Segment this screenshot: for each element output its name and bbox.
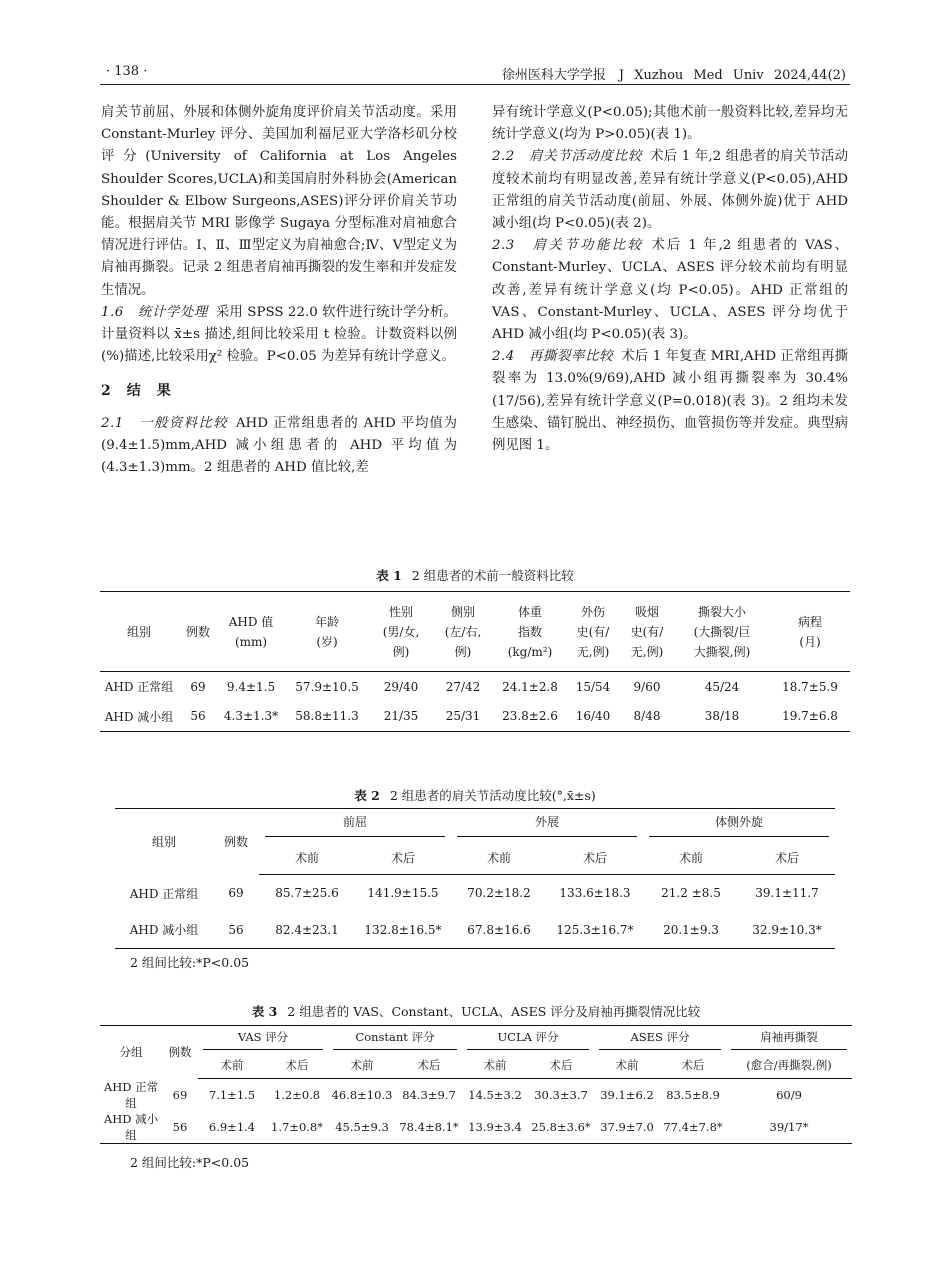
table3-cell: 83.5±8.9 [666,1087,720,1102]
table3 [100,1025,852,1144]
table2-cell: 67.8±16.6 [467,922,531,937]
table3-cell: AHD 减小组 [103,1111,159,1142]
table3-cell: 78.4±8.1* [399,1119,459,1134]
table1-header-row [100,592,850,672]
table1-cell: 23.8±2.6 [502,709,558,724]
table2-cell: AHD 正常组 [129,886,199,901]
table2 [115,808,835,949]
paragraph-retear-body: 术后 1 年复查 MRI,AHD 正常组再撕裂率为 13.0%(9/69),AHD 减小组再撕裂率为 30.4%(17/56),差异有统计学意义(P=0.018)(表 3)。2 组均未发生感染、锚钉脱出、神经损伤、血管损伤等并发症。典型病例见图 1。 [492,349,849,454]
table1-cell: 57.9±10.5 [295,679,359,694]
table2-caption-text: 2 组患者的肩关节活动度比较(°,x̄±s) [389,788,596,803]
table3-caption [100,1002,852,1020]
paragraph-general-data-body: AHD 正常组患者的 AHD 平均值为(9.4±1.5)mm,AHD 减小组患者的 AHD 平均值为(4.3±1.3)mm。2 组患者的 AHD 值比较,差 [101,415,458,476]
paragraph-function [492,235,848,346]
table3-cell: 7.1±1.5 [208,1087,256,1102]
table1-cell: 69 [190,679,206,694]
table2-cell: 141.9±15.5 [367,886,439,901]
running-header [100,62,850,85]
table2-sub-header: 术前 [643,842,739,875]
table3-sub-header: 术后 [528,1053,594,1079]
table1-cell: 58.8±11.3 [295,709,359,724]
table3-cell: 39/17* [769,1119,809,1134]
table2-cell: 69 [228,886,244,900]
subheading-rom: 2.2 肩关节活动度比较 [492,149,643,165]
paragraph-rom [492,146,848,235]
table1-cell: 16/40 [575,709,611,724]
table2-caption-number: 表 2 [354,788,380,803]
table3-cell: 1.7±0.8* [271,1119,323,1134]
section-title-results: 2 结 果 [101,383,172,400]
table3-caption-number: 表 3 [251,1004,278,1019]
table3-sub-header: 术前 [328,1053,396,1079]
table1-header-cell: 吸烟 史(有/ 无,例) [620,592,674,672]
paragraph-statistics [101,302,457,369]
paragraph-statistics-body: 采用 SPSS 22.0 软件进行统计学分析。计量资料以 x̄±s 描述,组间比较采用 t 检验。计数资料以例(%)描述,比较采用χ² 检验。P<0.05 为差异有统计学意义。 [101,304,457,365]
table3-cell: 39.1±6.2 [600,1087,654,1102]
table3-cell: 25.8±3.6* [531,1119,591,1134]
table2-cell: 21.2 ±8.5 [661,886,721,901]
table3-cell: AHD 正常组 [103,1079,159,1110]
table2-cell: 56 [228,922,244,937]
table2-cell: 125.3±16.7* [556,922,634,937]
table2-header-row [115,809,835,842]
table3-header-row [100,1026,852,1053]
table2-sub-header: 术前 [259,842,355,875]
table3-note: 2 组间比较:*P<0.05 [130,1155,250,1170]
table2-cell: 85.7±25.6 [275,886,339,901]
table3-cell: 60/9 [776,1087,802,1102]
table2-cell: 82.4±23.1 [275,922,339,937]
table3-cell: 84.3±9.7 [402,1087,456,1102]
table2-metric-label: 外展 [457,813,637,837]
table3-metric-header [594,1026,726,1053]
table1-cell: 25/31 [445,709,481,724]
table2-sub-header: 术后 [355,842,451,875]
table3-metric-label: ASES 评分 [599,1029,721,1050]
paragraph-methods-eval: 肩关节前屈、外展和体侧外旋角度评价肩关节活动度。采用 Constant-Murley 评分、美国加利福尼亚大学洛杉矶分校评分(University of California at Los Angeles Shoulder Scores,UCLA)和美国肩肘外科协会(American Shoulder & Elbow Surgeons,ASES)评分评价肩关节功能。根据肩关节 MRI 影像学 Sugaya 分型标准对肩袖愈合情况进行评估。Ⅰ、Ⅱ、Ⅲ型定义为肩袖愈合;Ⅳ、Ⅴ型定义为肩袖再撕裂。记录 2 组患者肩袖再撕裂的发生率和并发症发生情况。 [101,105,457,298]
table3-metric-label: VAS 评分 [203,1029,323,1050]
table1-cell: 56 [190,709,206,724]
subheading-general-data: 2.1 一般资料比较 [101,415,228,431]
table2-cell: 39.1±11.7 [755,886,819,901]
table-row [115,912,835,949]
page-number: · 138 · [106,64,148,79]
table-row [100,702,850,732]
table1-caption [100,566,850,584]
table1-header-cell: 性别 (男/女, 例) [370,592,432,672]
paragraph-continued: 异有统计学意义(P<0.05);其他术前一般资料比较,差异均无统计学意义(均为 P>0.05)(表 1)。 [492,105,848,143]
table3-group-header: 分组 [119,1045,143,1060]
table2-metric-header [643,809,835,842]
table3-cell: 37.9±7.0 [600,1119,654,1134]
table1-cell: 4.3±1.3* [223,709,279,724]
table3-cell: 13.9±3.4 [468,1119,522,1134]
table2-metric-label: 体侧外旋 [649,813,829,837]
table3-retear-label: 肩袖再撕裂 [731,1029,847,1050]
table3-retear-sub-header: (愈合/再撕裂,例) [726,1053,852,1079]
table3-metric-header [462,1026,594,1053]
subheading-statistics: 1.6 统计学处理 [101,304,208,320]
table3-sub-header: 术前 [198,1053,266,1079]
table-row [100,1111,852,1144]
table3-cell: 46.8±10.3 [331,1087,393,1102]
left-column [101,102,457,479]
table1-cell: AHD 减小组 [104,709,174,724]
table3-sub-header: 术后 [266,1053,328,1079]
table1-header-cell: 体重 指数 (kg/m²) [494,592,566,672]
table3-sub-header: 术前 [594,1053,660,1079]
table1-cell: 9/60 [633,679,661,694]
journal-title: 徐州医科大学学报 J Xuzhou Med Univ 2024,44(2) [501,68,846,83]
table2-sub-header: 术后 [547,842,643,875]
table1-cell: 18.7±5.9 [782,679,838,694]
table1-header-cell: 年龄 (岁) [284,592,370,672]
table3-cell: 30.3±3.7 [534,1087,588,1102]
table3-count-header: 例数 [168,1045,192,1060]
table3-metric-header [198,1026,328,1053]
table2-cell: 70.2±18.2 [467,886,531,901]
table3-cell: 14.5±3.2 [468,1087,522,1102]
table3-caption-text: 2 组患者的 VAS、Constant、UCLA、ASES 评分及肩袖再撕裂情况比较 [287,1004,701,1019]
subheading-retear: 2.4 再撕裂率比较 [492,349,614,365]
table3-sub-header: 术后 [660,1053,726,1079]
table1-cell: 45/24 [704,679,740,694]
table2-note: 2 组间比较:*P<0.05 [130,955,250,970]
table1 [100,591,850,732]
table2-caption [115,786,835,804]
table2-metric-header [451,809,643,842]
table3-cell: 56 [172,1119,188,1134]
table2-cell: 20.1±9.3 [663,922,719,937]
table1-header-cell: 撕裂大小 (大撕裂/巨 大撕裂,例) [674,592,770,672]
table-row [115,875,835,912]
table3-metric-header [328,1026,462,1053]
table1-header-cell: 组别 [100,592,178,672]
table1-header-cell: 例数 [178,592,218,672]
table3-cell: 69 [172,1087,188,1102]
table1-caption-number: 表 1 [376,568,402,583]
table1-cell: AHD 正常组 [104,680,174,695]
table1-cell: 24.1±2.8 [502,679,558,694]
table1-cell: 9.4±1.5 [226,679,276,694]
paragraph-general-data [101,413,457,480]
table3-cell: 77.4±7.8* [663,1119,723,1134]
table3-cell: 6.9±1.4 [208,1119,256,1134]
table1-cell: 27/42 [445,679,481,694]
table1-header-cell: 侧别 (左/右, 例) [432,592,494,672]
table1-header-cell: 外伤 史(有/ 无,例) [566,592,620,672]
table1-cell: 8/48 [633,709,661,724]
paragraph-rom-body: 术后 1 年,2 组患者的肩关节活动度较术前均有明显改善,差异有统计学意义(P<0.05),AHD 正常组的肩关节活动度(前屈、外展、体侧外旋)优于 AHD 减小组(均 P<0.05)(表 2)。 [492,149,848,232]
right-column [492,102,848,457]
table2-metric-label: 前屈 [265,813,445,837]
table2-cell: AHD 减小组 [129,923,199,938]
subheading-function: 2.3 肩关节功能比较 [492,238,644,254]
table2-sub-header: 术后 [739,842,835,875]
table1-cell: 38/18 [704,709,740,724]
table3-cell: 45.5±9.3 [335,1119,389,1134]
table1-caption-text: 2 组患者的术前一般资料比较 [411,568,574,583]
table2-cell: 32.9±10.3* [752,922,822,937]
table1-cell: 29/40 [383,679,419,694]
table2-cell: 132.8±16.5* [364,922,442,937]
table3-retear-header [726,1026,852,1053]
table3-cell: 1.2±0.8 [273,1087,321,1102]
table1-header-cell: AHD 值 (mm) [218,592,284,672]
table3-subheader-row [100,1053,852,1079]
table2-group-header: 组别 [151,835,176,850]
table1-cell: 19.7±6.8 [782,709,838,724]
table-row [100,672,850,702]
table3-sub-header: 术前 [462,1053,528,1079]
table1-cell: 15/54 [575,679,611,694]
table1-header-cell: 病程 (月) [770,592,850,672]
table3-metric-label: UCLA 评分 [467,1029,589,1050]
paragraph-retear [492,346,848,457]
table2-cell: 133.6±18.3 [559,886,631,901]
table2-sub-header: 术前 [451,842,547,875]
table2-metric-header [259,809,451,842]
table2-count-header: 例数 [223,835,248,850]
table3-metric-label: Constant 评分 [333,1029,457,1050]
table3-sub-header: 术后 [396,1053,462,1079]
paragraph-function-body: 术后 1 年,2 组患者的 VAS、Constant-Murley、UCLA、ASES 评分较术前均有明显改善,差异有统计学意义(均 P<0.05)。AHD 正常组的 VAS、Constant-Murley、UCLA、ASES 评分均优于 AHD 减小组(均 P<0.05)(表 3)。 [492,238,848,343]
table1-cell: 21/35 [383,709,419,724]
table-row [100,1079,852,1111]
